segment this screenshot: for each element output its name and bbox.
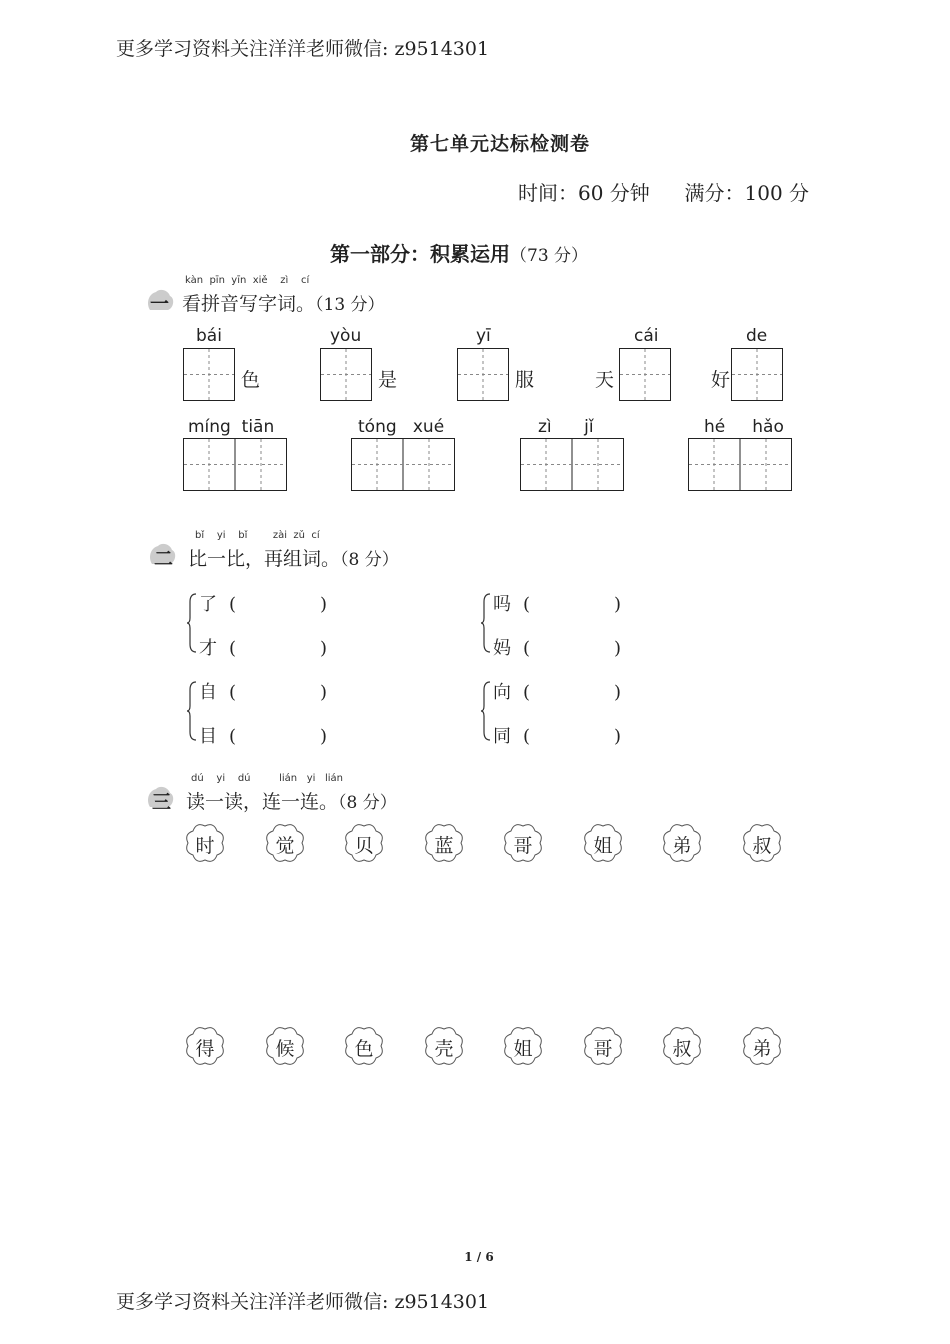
compare-char: 自 [199,682,217,703]
pinyin-label: de [746,326,768,346]
compare-char: 了 [199,594,217,615]
pinyin-syllable: pīn [209,275,225,286]
paren-open: ( [229,682,237,703]
match-char-badge[interactable] [184,822,226,864]
match-char: 哥 [593,1038,613,1060]
pinyin-pair [358,417,444,437]
section2-number: 二 [154,548,174,570]
section1-number: 一 [150,293,170,315]
paren-open: ( [229,726,237,747]
pair-row [493,634,621,660]
brace-icon [480,592,492,654]
part-points: （73 分） [510,246,589,266]
section1-heading [150,289,385,316]
match-char: 得 [195,1038,215,1060]
compare-char: 妈 [493,638,511,659]
writing-grid-cell[interactable] [619,348,671,401]
match-char: 蓝 [434,835,454,857]
pinyin-label: zì [538,417,552,437]
paren-close: ) [614,726,622,747]
match-char-badge[interactable] [582,1025,624,1067]
pinyin-pair [538,417,594,437]
match-char: 弟 [672,835,692,857]
section2-heading [154,544,399,571]
section2-points: （8 分） [340,550,399,570]
page-number: 1 / 6 [464,1250,494,1264]
grid-suffix-char: 是 [378,369,398,391]
pinyin-syllable: kàn [185,275,204,286]
paren-close: ) [320,638,328,659]
pair-row [199,634,327,660]
pinyin-pair [704,417,784,437]
brace-icon [186,680,198,742]
match-char: 哥 [513,835,533,857]
match-char-badge[interactable] [741,1025,783,1067]
paren-close: ) [614,682,622,703]
pinyin-syllable: cí [301,275,310,286]
part-heading [330,238,588,267]
match-char: 贝 [354,835,374,857]
writing-grid-double[interactable] [351,438,455,491]
paren-open: ( [523,638,531,659]
time-label: 时间：60 分钟 [518,181,650,205]
writing-grid-cell[interactable] [731,348,783,401]
brace-icon [480,680,492,742]
match-char: 叔 [752,835,772,857]
paren-close: ) [320,594,328,615]
match-char-badge[interactable] [423,822,465,864]
match-char: 姐 [513,1038,533,1060]
section3-points: （8 分） [338,793,397,813]
brace-icon [186,592,198,654]
pinyin-syllable: lián [324,773,343,784]
pinyin-syllable: bǐ [195,530,205,541]
header-text: 更多学习资料关注洋洋老师微信: z9514301 [116,38,490,60]
section1-pinyin [185,275,309,286]
grid-suffix-char: 色 [241,369,261,391]
pinyin-syllable: dú [237,773,251,784]
match-char-badge[interactable] [264,1025,306,1067]
grid-suffix-char: 服 [515,369,535,391]
pinyin-label: tiān [241,417,275,437]
pinyin-label: yòu [330,326,362,346]
match-char: 壳 [434,1038,454,1060]
match-char-badge[interactable] [264,822,306,864]
part-label: 第一部分：积累运用 [330,242,510,266]
pair-row [493,678,621,704]
match-char-badge[interactable] [502,822,544,864]
paren-open: ( [523,594,531,615]
match-char-badge[interactable] [343,1025,385,1067]
pinyin-label: hǎo [752,417,784,437]
paren-close: ) [614,638,622,659]
match-char: 候 [275,1038,295,1060]
grid-prefix-char: 好 [711,369,731,391]
compare-char: 吗 [493,594,511,615]
writing-grid-double[interactable] [688,438,792,491]
paren-open: ( [523,682,531,703]
writing-grid-cell[interactable] [320,348,372,401]
pinyin-label: míng [188,417,231,437]
match-char: 色 [354,1038,374,1060]
pinyin-syllable: yi [216,530,226,541]
paren-open: ( [229,638,237,659]
pinyin-label: bái [196,326,222,346]
section2-title: 比一比，再组词。 [188,548,341,570]
pinyin-label: hé [704,417,726,437]
pair-row [199,722,327,748]
writing-grid-double[interactable] [183,438,287,491]
pair-row [199,678,327,704]
match-char-badge[interactable] [184,1025,226,1067]
pinyin-syllable: zǔ [293,530,305,541]
page-title: 第七单元达标检测卷 [409,133,590,155]
footer-text: 更多学习资料关注洋洋老师微信: z9514301 [116,1291,490,1313]
pinyin-label: tóng [358,417,397,437]
pair-row [493,590,621,616]
compare-char: 才 [199,638,217,659]
paren-open: ( [229,594,237,615]
exam-meta [518,177,809,206]
pinyin-syllable: yi [216,773,226,784]
match-char-badge[interactable] [661,822,703,864]
writing-grid-double[interactable] [520,438,624,491]
pinyin-syllable: zài [272,530,288,541]
writing-grid-cell[interactable] [183,348,235,401]
writing-grid-cell[interactable] [457,348,509,401]
match-char-badge[interactable] [582,822,624,864]
pair-row [493,722,621,748]
match-char-badge[interactable] [741,822,783,864]
compare-char: 目 [199,726,217,747]
section3-pinyin [191,773,343,784]
section3-number: 三 [152,791,172,813]
match-char: 时 [195,835,215,857]
section1-points: （13 分） [315,295,385,315]
match-char: 姐 [593,835,613,857]
grid-prefix-char: 天 [595,369,615,391]
match-char: 叔 [672,1038,692,1060]
pinyin-pair [188,417,274,437]
pinyin-syllable: zì [280,275,289,286]
pinyin-label: jǐ [584,417,594,437]
pinyin-label: yī [476,326,491,346]
compare-char: 同 [493,726,511,747]
match-char: 觉 [275,835,295,857]
match-char-badge[interactable] [661,1025,703,1067]
section2-pinyin [195,530,320,541]
match-char-badge[interactable] [423,1025,465,1067]
pinyin-label: cái [634,326,659,346]
section1-title: 看拼音写字词。 [182,293,316,315]
paren-close: ) [320,682,328,703]
pinyin-syllable: lián [279,773,298,784]
pinyin-syllable: yīn [231,275,247,286]
pinyin-syllable: bǐ [238,530,248,541]
pinyin-syllable: yi [306,773,316,784]
paren-close: ) [614,594,622,615]
section3-heading [152,787,397,814]
pinyin-syllable: cí [311,530,320,541]
compare-char: 向 [493,682,511,703]
score-label: 满分：100 分 [684,181,810,205]
paren-close: ) [320,726,328,747]
pinyin-syllable: dú [191,773,204,784]
pair-row [199,590,327,616]
match-char: 弟 [752,1038,772,1060]
match-char-badge[interactable] [343,822,385,864]
match-char-badge[interactable] [502,1025,544,1067]
section3-title: 读一读，连一连。 [186,791,339,813]
pinyin-syllable: xiě [252,275,268,286]
pinyin-label: xué [412,417,445,437]
paren-open: ( [523,726,531,747]
